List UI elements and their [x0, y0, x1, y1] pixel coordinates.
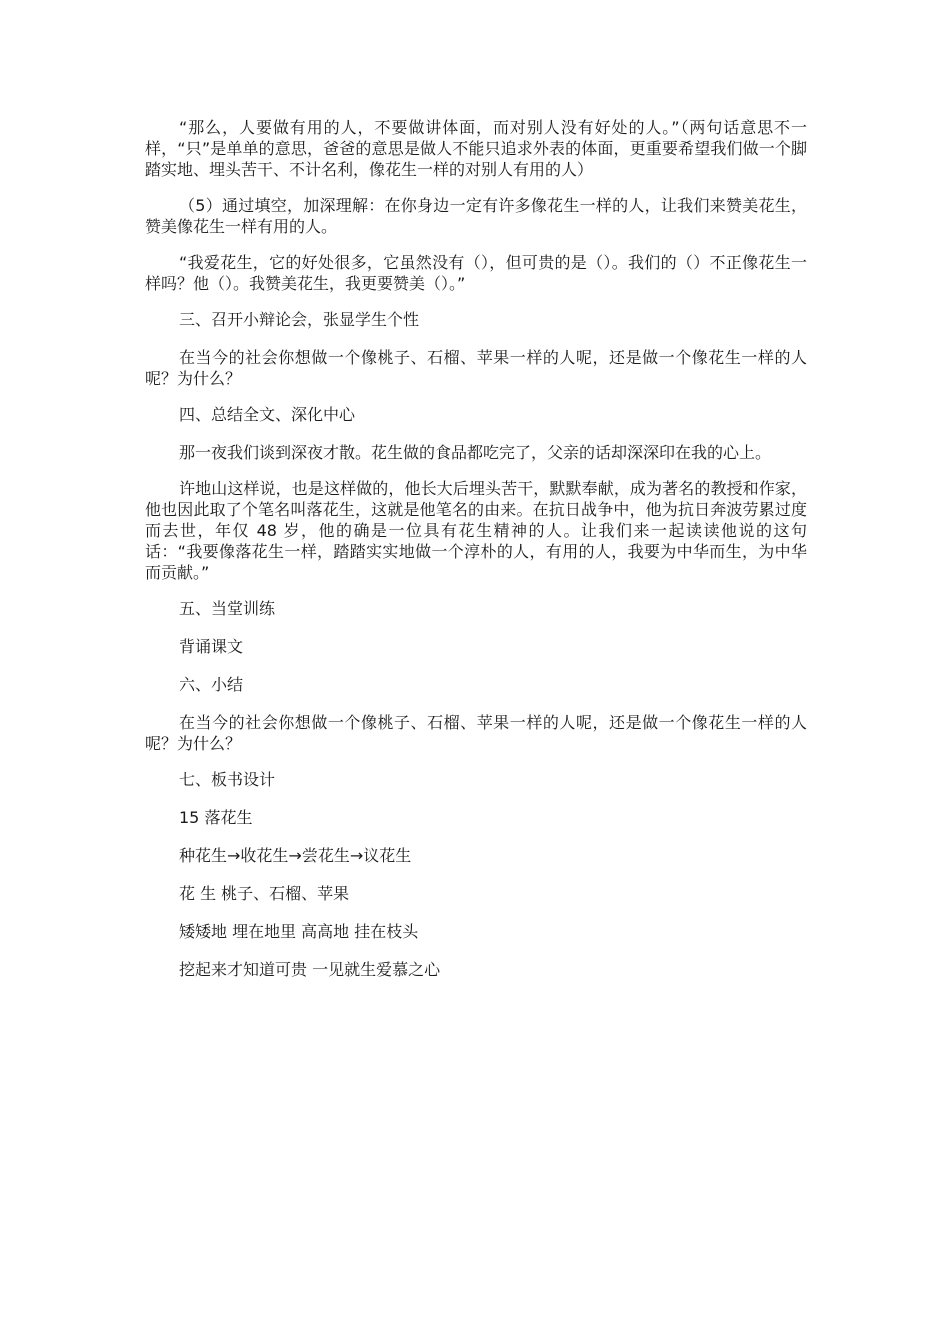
section-heading-practice: 五、当堂训练 [179, 599, 276, 618]
board-comparison-header: 花 生 桃子、石榴、苹果 [179, 884, 350, 903]
section-heading-conclusion: 六、小结 [179, 675, 244, 694]
paragraph-fill-in-blanks: “我爱花生，它的好处很多，它虽然没有（），但可贵的是（）。我们的（）不正像花生一样吗？他（）。我赞美花生，我更要赞美（）。” [145, 253, 807, 293]
paragraph-fill-in-instruction: （5）通过填空，加深理解：在你身边一定有许多像花生一样的人，让我们来赞美花生，赞美像花生一样有用的人。 [145, 196, 807, 236]
paragraph-father-quote: “那么，人要做有用的人，不要做讲体面，而对别人没有好处的人。”（两句话意思不一样，“只”是单单的意思，爸爸的意思是做人不能只追求外表的体面，更重要希望我们做一个脚踏实地、埋头苦干、不计名利，像花生一样的对别人有用的人） [145, 118, 807, 179]
document-body [145, 117, 807, 997]
board-comparison-value: 挖起来才知道可贵 一见就生爱慕之心 [179, 960, 441, 979]
section-heading-debate: 三、召开小辩论会，张显学生个性 [179, 310, 420, 329]
board-lesson-title: 15 落花生 [179, 808, 253, 827]
board-flow: 种花生→收花生→尝花生→议花生 [179, 846, 412, 865]
paragraph-recite: 背诵课文 [179, 637, 244, 656]
paragraph-debate-question: 在当今的社会你想做一个像桃子、石榴、苹果一样的人呢，还是做一个像花生一样的人呢？为什么？ [145, 348, 807, 388]
paragraph-that-night: 那一夜我们谈到深夜才散。花生做的食品都吃完了，父亲的话却深深印在我的心上。 [179, 443, 772, 462]
board-comparison-growth: 矮矮地 埋在地里 高高地 挂在枝头 [179, 922, 419, 941]
section-heading-board-design: 七、板书设计 [179, 770, 276, 789]
paragraph-conclusion-question: 在当今的社会你想做一个像桃子、石榴、苹果一样的人呢，还是做一个像花生一样的人呢？为什么？ [145, 713, 807, 753]
section-heading-summary: 四、总结全文、深化中心 [179, 405, 356, 424]
paragraph-xu-dishan: 许地山这样说，也是这样做的，他长大后埋头苦干，默默奉献，成为著名的教授和作家，他也因此取了个笔名叫落花生，这就是他笔名的由来。在抗日战争中，他为抗日奔波劳累过度而去世，年仅 48 岁，他的确是一位具有花生精神的人。让我们来一起读读他说的这句话：“我要像落花生一样，踏踏实实地做一个淳朴的人，有用的人，我要为中华而生，为中华而贡献。” [145, 479, 807, 582]
